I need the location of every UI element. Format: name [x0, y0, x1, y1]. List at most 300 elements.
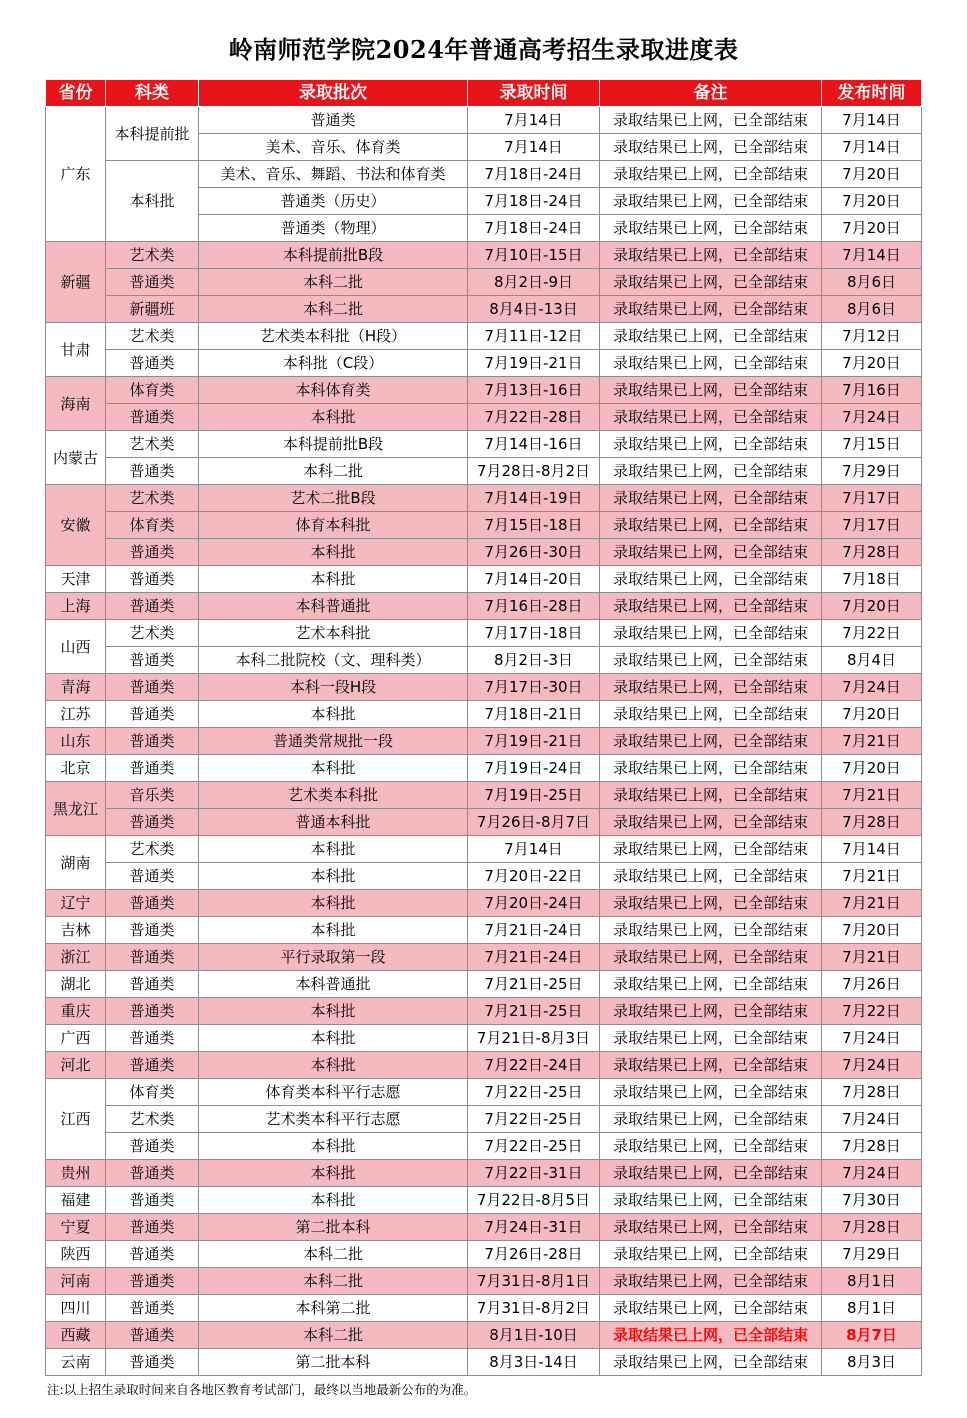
province-cell: 浙江	[46, 944, 106, 971]
time-cell: 7月31日-8月2日	[468, 1295, 600, 1322]
batch-cell: 本科批	[199, 539, 468, 566]
table-row	[46, 350, 922, 377]
batch-cell: 艺术本科批	[199, 620, 468, 647]
table-row	[46, 620, 922, 647]
batch-cell: 普通类（历史）	[199, 188, 468, 215]
release-cell: 7月28日	[822, 1133, 922, 1160]
release-cell: 8月4日	[822, 647, 922, 674]
batch-cell: 本科二批	[199, 269, 468, 296]
time-cell: 7月14日-19日	[468, 485, 600, 512]
batch-cell: 本科批（C段）	[199, 350, 468, 377]
remark-cell: 录取结果已上网，已全部结束	[600, 620, 822, 647]
batch-cell: 本科二批	[199, 296, 468, 323]
page-title: 岭南师范学院2024年普通高考招生录取进度表	[228, 35, 739, 64]
province-cell: 上海	[46, 593, 106, 620]
release-cell: 7月22日	[822, 620, 922, 647]
province-cell: 山西	[46, 620, 106, 674]
batch-cell: 本科提前批B段	[199, 242, 468, 269]
category-cell: 普通类	[106, 566, 199, 593]
time-cell: 7月26日-30日	[468, 539, 600, 566]
province-cell: 安徽	[46, 485, 106, 566]
batch-cell: 本科批	[199, 404, 468, 431]
time-cell: 7月21日-25日	[468, 998, 600, 1025]
remark-cell: 录取结果已上网，已全部结束	[600, 1214, 822, 1241]
release-cell: 7月21日	[822, 782, 922, 809]
time-cell: 7月16日-28日	[468, 593, 600, 620]
table-row	[46, 1133, 922, 1160]
category-cell: 普通类	[106, 1214, 199, 1241]
table-row	[46, 593, 922, 620]
table-row	[46, 1160, 922, 1187]
time-cell: 8月1日-10日	[468, 1322, 600, 1349]
table-row	[46, 917, 922, 944]
remark-cell: 录取结果已上网，已全部结束	[600, 242, 822, 269]
table-row	[46, 539, 922, 566]
footnote: 注:以上招生录取时间来自各地区教育考试部门，最终以当地最新公布的为准。	[47, 1382, 477, 1397]
table-row	[46, 1187, 922, 1214]
remark-cell: 录取结果已上网，已全部结束	[600, 161, 822, 188]
table-row	[46, 1106, 922, 1133]
batch-cell: 第二批本科	[199, 1214, 468, 1241]
remark-cell: 录取结果已上网，已全部结束	[600, 1295, 822, 1322]
table-row	[46, 566, 922, 593]
batch-cell: 本科批	[199, 836, 468, 863]
time-cell: 8月3日-14日	[468, 1349, 600, 1376]
remark-cell: 录取结果已上网，已全部结束	[600, 215, 822, 242]
batch-cell: 本科批	[199, 1025, 468, 1052]
table-row	[46, 107, 922, 134]
category-cell: 普通类	[106, 1295, 199, 1322]
batch-cell: 艺术类本科平行志愿	[199, 1106, 468, 1133]
province-cell: 西藏	[46, 1322, 106, 1349]
remark-cell: 录取结果已上网，已全部结束	[600, 890, 822, 917]
batch-cell: 本科批	[199, 863, 468, 890]
time-cell: 7月22日-8月5日	[468, 1187, 600, 1214]
table-row	[46, 674, 922, 701]
remark-cell: 录取结果已上网，已全部结束	[600, 458, 822, 485]
province-cell: 河南	[46, 1268, 106, 1295]
time-cell: 8月2日-9日	[468, 269, 600, 296]
province-cell: 海南	[46, 377, 106, 431]
release-cell: 7月21日	[822, 863, 922, 890]
table-row	[46, 1052, 922, 1079]
remark-cell: 录取结果已上网，已全部结束	[600, 755, 822, 782]
category-cell: 体育类	[106, 377, 199, 404]
table-row	[46, 728, 922, 755]
time-cell: 7月19日-21日	[468, 350, 600, 377]
time-cell: 7月14日	[468, 836, 600, 863]
release-cell: 7月24日	[822, 1052, 922, 1079]
remark-cell: 录取结果已上网，已全部结束	[600, 1349, 822, 1376]
batch-cell: 本科批	[199, 566, 468, 593]
category-cell: 普通类	[106, 1241, 199, 1268]
category-cell: 艺术类	[106, 620, 199, 647]
column-header-batch: 录取批次	[199, 80, 468, 107]
batch-cell: 第二批本科	[199, 1349, 468, 1376]
category-cell: 音乐类	[106, 782, 199, 809]
remark-cell: 录取结果已上网，已全部结束	[600, 1160, 822, 1187]
time-cell: 7月20日-24日	[468, 890, 600, 917]
remark-cell: 录取结果已上网，已全部结束	[600, 1106, 822, 1133]
time-cell: 7月22日-25日	[468, 1133, 600, 1160]
remark-cell: 录取结果已上网，已全部结束	[600, 1268, 822, 1295]
remark-cell: 录取结果已上网，已全部结束	[600, 1025, 822, 1052]
remark-cell: 录取结果已上网，已全部结束	[600, 485, 822, 512]
province-cell: 内蒙古	[46, 431, 106, 485]
table-row	[46, 971, 922, 998]
remark-cell: 录取结果已上网，已全部结束	[600, 512, 822, 539]
time-cell: 7月22日-25日	[468, 1079, 600, 1106]
time-cell: 7月19日-25日	[468, 782, 600, 809]
table-row	[46, 998, 922, 1025]
remark-cell: 录取结果已上网，已全部结束	[600, 350, 822, 377]
category-cell: 艺术类	[106, 485, 199, 512]
batch-cell: 本科批	[199, 917, 468, 944]
province-cell: 江苏	[46, 701, 106, 728]
batch-cell: 体育本科批	[199, 512, 468, 539]
table-body	[46, 107, 922, 1376]
time-cell: 7月14日	[468, 134, 600, 161]
release-cell: 7月24日	[822, 1160, 922, 1187]
release-cell: 7月14日	[822, 836, 922, 863]
remark-cell: 录取结果已上网，已全部结束	[600, 107, 822, 134]
release-cell: 7月24日	[822, 1106, 922, 1133]
category-cell: 普通类	[106, 404, 199, 431]
batch-cell: 本科批	[199, 1187, 468, 1214]
release-cell: 7月12日	[822, 323, 922, 350]
time-cell: 8月2日-3日	[468, 647, 600, 674]
time-cell: 7月26日-8月7日	[468, 809, 600, 836]
time-cell: 7月11日-12日	[468, 323, 600, 350]
release-cell: 8月3日	[822, 1349, 922, 1376]
category-cell: 普通类	[106, 755, 199, 782]
column-header-release: 发布时间	[822, 80, 922, 107]
table-row	[46, 701, 922, 728]
remark-cell: 录取结果已上网，已全部结束	[600, 296, 822, 323]
province-cell: 湖北	[46, 971, 106, 998]
remark-cell: 录取结果已上网，已全部结束	[600, 863, 822, 890]
remark-cell: 录取结果已上网，已全部结束	[600, 1052, 822, 1079]
province-cell: 河北	[46, 1052, 106, 1079]
table-row	[46, 809, 922, 836]
batch-cell: 体育类本科平行志愿	[199, 1079, 468, 1106]
release-cell: 7月20日	[822, 917, 922, 944]
remark-cell: 录取结果已上网，已全部结束	[600, 188, 822, 215]
time-cell: 7月17日-18日	[468, 620, 600, 647]
table-row	[46, 1268, 922, 1295]
time-cell: 7月26日-28日	[468, 1241, 600, 1268]
remark-cell: 录取结果已上网，已全部结束	[600, 593, 822, 620]
time-cell: 7月13日-16日	[468, 377, 600, 404]
column-header-province: 省份	[46, 80, 106, 107]
release-cell: 8月7日	[822, 1322, 922, 1349]
remark-cell: 录取结果已上网，已全部结束	[600, 809, 822, 836]
time-cell: 7月18日-21日	[468, 701, 600, 728]
time-cell: 7月10日-15日	[468, 242, 600, 269]
time-cell: 7月17日-30日	[468, 674, 600, 701]
province-cell: 黑龙江	[46, 782, 106, 836]
category-cell: 普通类	[106, 863, 199, 890]
category-cell: 普通类	[106, 1268, 199, 1295]
category-cell: 普通类	[106, 890, 199, 917]
category-cell: 普通类	[106, 1187, 199, 1214]
batch-cell: 本科提前批B段	[199, 431, 468, 458]
remark-cell: 录取结果已上网，已全部结束	[600, 269, 822, 296]
release-cell: 8月1日	[822, 1295, 922, 1322]
release-cell: 7月21日	[822, 728, 922, 755]
category-cell: 艺术类	[106, 431, 199, 458]
release-cell: 7月17日	[822, 485, 922, 512]
remark-cell: 录取结果已上网，已全部结束	[600, 431, 822, 458]
province-cell: 辽宁	[46, 890, 106, 917]
column-header-time: 录取时间	[468, 80, 600, 107]
batch-cell: 本科二批	[199, 1241, 468, 1268]
province-cell: 云南	[46, 1349, 106, 1376]
time-cell: 7月21日-8月3日	[468, 1025, 600, 1052]
table-row	[46, 863, 922, 890]
batch-cell: 艺术二批B段	[199, 485, 468, 512]
category-cell: 普通类	[106, 1052, 199, 1079]
time-cell: 7月18日-24日	[468, 188, 600, 215]
category-cell: 普通类	[106, 998, 199, 1025]
table-row	[46, 944, 922, 971]
batch-cell: 本科批	[199, 1160, 468, 1187]
release-cell: 7月20日	[822, 350, 922, 377]
release-cell: 7月16日	[822, 377, 922, 404]
batch-cell: 本科二批院校（文、理科类）	[199, 647, 468, 674]
time-cell: 7月22日-24日	[468, 1052, 600, 1079]
batch-cell: 美术、音乐、体育类	[199, 134, 468, 161]
category-cell: 普通类	[106, 1322, 199, 1349]
release-cell: 8月6日	[822, 296, 922, 323]
batch-cell: 本科批	[199, 1133, 468, 1160]
remark-cell: 录取结果已上网，已全部结束	[600, 1322, 822, 1349]
batch-cell: 普通类	[199, 107, 468, 134]
remark-cell: 录取结果已上网，已全部结束	[600, 944, 822, 971]
time-cell: 7月19日-21日	[468, 728, 600, 755]
table-row	[46, 485, 922, 512]
time-cell: 7月28日-8月2日	[468, 458, 600, 485]
batch-cell: 平行录取第一段	[199, 944, 468, 971]
table-row	[46, 161, 922, 188]
province-cell: 天津	[46, 566, 106, 593]
category-cell: 普通类	[106, 728, 199, 755]
column-header-category: 科类	[106, 80, 199, 107]
release-cell: 7月24日	[822, 404, 922, 431]
batch-cell: 本科普通批	[199, 593, 468, 620]
remark-cell: 录取结果已上网，已全部结束	[600, 971, 822, 998]
province-cell: 江西	[46, 1079, 106, 1160]
time-cell: 7月22日-31日	[468, 1160, 600, 1187]
table-row	[46, 377, 922, 404]
province-cell: 广东	[46, 107, 106, 242]
category-cell: 本科提前批	[106, 107, 199, 161]
province-cell: 福建	[46, 1187, 106, 1214]
category-cell: 普通类	[106, 269, 199, 296]
province-cell: 重庆	[46, 998, 106, 1025]
time-cell: 7月21日-25日	[468, 971, 600, 998]
release-cell: 7月20日	[822, 215, 922, 242]
time-cell: 7月21日-24日	[468, 917, 600, 944]
release-cell: 7月14日	[822, 134, 922, 161]
batch-cell: 本科二批	[199, 458, 468, 485]
time-cell: 7月31日-8月1日	[468, 1268, 600, 1295]
category-cell: 普通类	[106, 701, 199, 728]
release-cell: 7月30日	[822, 1187, 922, 1214]
category-cell: 普通类	[106, 350, 199, 377]
release-cell: 7月28日	[822, 539, 922, 566]
batch-cell: 本科一段H段	[199, 674, 468, 701]
release-cell: 7月28日	[822, 1079, 922, 1106]
release-cell: 7月28日	[822, 1214, 922, 1241]
province-cell: 青海	[46, 674, 106, 701]
remark-cell: 录取结果已上网，已全部结束	[600, 1079, 822, 1106]
category-cell: 普通类	[106, 1349, 199, 1376]
time-cell: 7月24日-31日	[468, 1214, 600, 1241]
batch-cell: 本科批	[199, 1052, 468, 1079]
table-row	[46, 512, 922, 539]
table-row	[46, 1322, 922, 1349]
category-cell: 普通类	[106, 647, 199, 674]
table-row	[46, 1349, 922, 1376]
batch-cell: 本科体育类	[199, 377, 468, 404]
table-row	[46, 269, 922, 296]
release-cell: 7月14日	[822, 242, 922, 269]
province-cell: 陕西	[46, 1241, 106, 1268]
table-row	[46, 296, 922, 323]
batch-cell: 本科批	[199, 701, 468, 728]
release-cell: 8月1日	[822, 1268, 922, 1295]
category-cell: 普通类	[106, 944, 199, 971]
remark-cell: 录取结果已上网，已全部结束	[600, 134, 822, 161]
time-cell: 7月19日-24日	[468, 755, 600, 782]
remark-cell: 录取结果已上网，已全部结束	[600, 1133, 822, 1160]
remark-cell: 录取结果已上网，已全部结束	[600, 377, 822, 404]
release-cell: 7月22日	[822, 998, 922, 1025]
release-cell: 7月20日	[822, 755, 922, 782]
time-cell: 7月22日-25日	[468, 1106, 600, 1133]
batch-cell: 艺术类本科批	[199, 782, 468, 809]
province-cell: 北京	[46, 755, 106, 782]
release-cell: 8月6日	[822, 269, 922, 296]
category-cell: 新疆班	[106, 296, 199, 323]
remark-cell: 录取结果已上网，已全部结束	[600, 917, 822, 944]
category-cell: 普通类	[106, 809, 199, 836]
batch-cell: 美术、音乐、舞蹈、书法和体育类	[199, 161, 468, 188]
category-cell: 普通类	[106, 1133, 199, 1160]
province-cell: 四川	[46, 1295, 106, 1322]
category-cell: 普通类	[106, 1160, 199, 1187]
batch-cell: 本科批	[199, 890, 468, 917]
remark-cell: 录取结果已上网，已全部结束	[600, 998, 822, 1025]
category-cell: 普通类	[106, 458, 199, 485]
release-cell: 7月21日	[822, 890, 922, 917]
batch-cell: 普通本科批	[199, 809, 468, 836]
table-row	[46, 242, 922, 269]
category-cell: 艺术类	[106, 1106, 199, 1133]
batch-cell: 艺术类本科批（H段）	[199, 323, 468, 350]
batch-cell: 普通类常规批一段	[199, 728, 468, 755]
province-cell: 甘肃	[46, 323, 106, 377]
table-row	[46, 458, 922, 485]
category-cell: 艺术类	[106, 323, 199, 350]
batch-cell: 本科批	[199, 755, 468, 782]
province-cell: 宁夏	[46, 1214, 106, 1241]
category-cell: 普通类	[106, 1025, 199, 1052]
remark-cell: 录取结果已上网，已全部结束	[600, 728, 822, 755]
category-cell: 体育类	[106, 512, 199, 539]
release-cell: 7月20日	[822, 188, 922, 215]
release-cell: 7月24日	[822, 674, 922, 701]
column-header-remark: 备注	[600, 80, 822, 107]
table-row	[46, 1079, 922, 1106]
category-cell: 普通类	[106, 971, 199, 998]
table-header-row	[46, 80, 922, 107]
category-cell: 普通类	[106, 593, 199, 620]
table-row	[46, 755, 922, 782]
release-cell: 7月18日	[822, 566, 922, 593]
time-cell: 7月14日-20日	[468, 566, 600, 593]
province-cell: 广西	[46, 1025, 106, 1052]
time-cell: 7月18日-24日	[468, 215, 600, 242]
time-cell: 7月20日-22日	[468, 863, 600, 890]
remark-cell: 录取结果已上网，已全部结束	[600, 647, 822, 674]
time-cell: 7月14日	[468, 107, 600, 134]
release-cell: 7月29日	[822, 458, 922, 485]
remark-cell: 录取结果已上网，已全部结束	[600, 701, 822, 728]
time-cell: 7月18日-24日	[468, 161, 600, 188]
remark-cell: 录取结果已上网，已全部结束	[600, 566, 822, 593]
release-cell: 7月26日	[822, 971, 922, 998]
table-row	[46, 1241, 922, 1268]
batch-cell: 本科二批	[199, 1322, 468, 1349]
batch-cell: 本科批	[199, 998, 468, 1025]
table-row	[46, 782, 922, 809]
province-cell: 山东	[46, 728, 106, 755]
release-cell: 7月24日	[822, 1025, 922, 1052]
release-cell: 7月17日	[822, 512, 922, 539]
remark-cell: 录取结果已上网，已全部结束	[600, 404, 822, 431]
table-row	[46, 431, 922, 458]
release-cell: 7月21日	[822, 944, 922, 971]
remark-cell: 录取结果已上网，已全部结束	[600, 1187, 822, 1214]
release-cell: 7月20日	[822, 593, 922, 620]
table-row	[46, 890, 922, 917]
province-cell: 贵州	[46, 1160, 106, 1187]
release-cell: 7月29日	[822, 1241, 922, 1268]
batch-cell: 本科第二批	[199, 1295, 468, 1322]
remark-cell: 录取结果已上网，已全部结束	[600, 539, 822, 566]
batch-cell: 普通类（物理）	[199, 215, 468, 242]
remark-cell: 录取结果已上网，已全部结束	[600, 323, 822, 350]
batch-cell: 本科二批	[199, 1268, 468, 1295]
province-cell: 吉林	[46, 917, 106, 944]
table-row	[46, 647, 922, 674]
category-cell: 艺术类	[106, 836, 199, 863]
remark-cell: 录取结果已上网，已全部结束	[600, 1241, 822, 1268]
table-row	[46, 1214, 922, 1241]
category-cell: 本科批	[106, 161, 199, 242]
batch-cell: 本科普通批	[199, 971, 468, 998]
table-row	[46, 1295, 922, 1322]
time-cell: 7月14日-16日	[468, 431, 600, 458]
table-row	[46, 323, 922, 350]
category-cell: 艺术类	[106, 242, 199, 269]
release-cell: 7月20日	[822, 701, 922, 728]
time-cell: 7月15日-18日	[468, 512, 600, 539]
category-cell: 普通类	[106, 917, 199, 944]
table-row	[46, 404, 922, 431]
